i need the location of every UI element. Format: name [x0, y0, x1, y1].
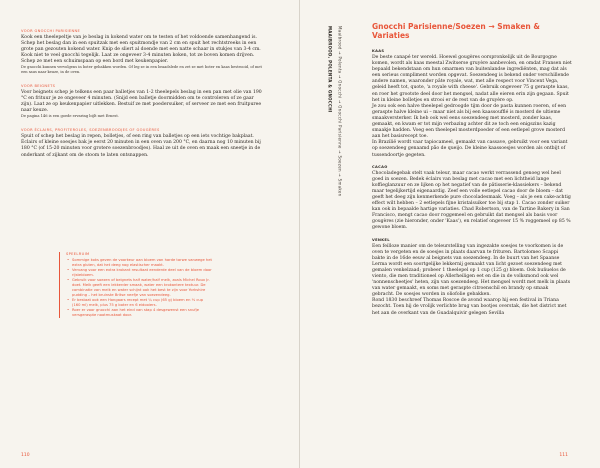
speelruim-item: • Roer er voor gnocchi aan het eind van stap 4 desgewenst een snufje versgeraspte nootmuskaat door.	[72, 308, 212, 318]
left-column	[21, 29, 265, 168]
section-gnocchi-parisienne	[21, 29, 265, 75]
speelruim-item: • Er bestaat ook een Hongaars recept met ¼ cup (65 g) bloem en ⅓ cup (160 ml) melk, plus 75 g boter en 6 eidooiers.	[72, 298, 212, 308]
page-number-right: 111	[559, 453, 568, 458]
section-beignets	[21, 84, 265, 119]
section-body: Kook een theelepeltje van je beslag in kokend water om te testen of het voldoende samenhangend is. Schep het beslag dan in een spuitzak met een spuitmondje van 2 cm en spuit het rechtstreeks in een grote pan gezouten kokend water. Knip de sliert al doende met een natte schaar in stukjes van 3-4 cm. Kook niet te veel gnocchi tegelijk. Laat ze ongeveer 3-4 minuten koken, tot ze boven komen drijven. Schep ze met een schuimspaan op een bord met keukenpapier.	[21, 35, 261, 65]
section-heading: KAAS	[372, 49, 385, 53]
section-note: De pagina 146 is een goede ervaring bijlt met Ernest.	[21, 114, 119, 119]
section-heading: CACAO	[372, 164, 388, 169]
page-title: Gnocchi Parisienne/Soezen → Smaken & Variaties	[372, 22, 540, 40]
page-number-left: 110	[21, 453, 30, 458]
section-heading: VOOR ÉCLAIRS, PROFITEROLES, SOEZENBROODJES OF GOUGÈRES	[21, 128, 160, 133]
speelruim-list	[66, 258, 212, 318]
section-venkel	[372, 238, 572, 317]
running-header-chapter-text: MAAIBROOD, POLENTA & GNOCCHI	[327, 26, 333, 113]
section-cacao	[372, 165, 572, 232]
section-body: Spuit of schep het beslag in repen, bolletjes, of een ring van balletjes op een iets vochtige bakplaat. Éclairs of kleine soesjes bak je eerst 20 minuten in een oven van 200 °C, en daarna nog 10 minuten bij 180 °C (of 15-20 minuten voor grotere soezenbroodjes). Haal ze uit de oven en maak een sneetje in de onderkant of zijkant om de stoom te laten ontsnappen.	[21, 134, 261, 158]
section-body-extra: Rond 1830 beschreef Thomas Roscoe de avond waarop hij een festival in Triana bezocht. Toen hij de vrolijk verlichte brug van bootjes overstak, die het district met het aan de overkant van de Guadalquivir gelegen Sevilla	[372, 298, 567, 316]
right-column	[372, 22, 572, 323]
speelruim-title: SPEELRUIM	[66, 252, 90, 256]
speelruim-item: • Gebruik voor soezen of beignets half water/half melk, zoals Michel Roux Jr. doet. Melk geeft een lekkerder smaak, water een krokantere textuur. De combinatie van melk en water schijnt ook het best te zijn voor Yorkshire pudding – het bruinste Britse neefje van soezendeeg.	[72, 278, 212, 298]
section-body: De beste canapé ter wereld. Hoewel gougères oorspronkelijk uit de Bourgogne komen, wordt als kaas meestal Zwitserse gruyère aanbevolen, en omdat Fransen niet bepaald bekendstaan om hun omarmen van buitenlandse ingrediënten, mag dat als een serieus compliment worden opgevat. Soezendeeg is bekend onder verschillende andere namen, waaronder pâte royale, wat, met alle respect voor Vincent Vega, geleid heeft tot, quote, 'a royale with cheese'. Gebruik ongeveer 75 g geraspte kaas, en roer het grootste deel door het mengsel, nadat alle eieren erin zijn gegaan. Spuit het in kleine bolletjes en strooi er de rest van de gruyère op.	[372, 55, 572, 103]
speelruim-item: • Sommige koks geven de voorkeur aan bloem van harde tarwe vanwege het extra gluten, dat het deeg nog elastischer maakt.	[72, 258, 212, 268]
right-page	[300, 0, 600, 468]
running-header-path	[334, 0, 346, 468]
section-body: Een feilloze manier om de teleurstelling van ingezakte soesjes te voorkomen is de oven te vergeten en de soesjes in plaats daarvan te frituren. Bartolomeo Scappi bakte in de 16de eeuw al beignets van soezendeeg. In de buurt van het Spaanse Lerma wordt een soortgelijke lekkernij gemaakt van licht gezoet soezendeeg met gemalen venkelzaad; probeer 1 theelepel op 1 cup (125 g) bloem. Ook buñuelos de viento, die men traditioneel op Allerheiligen eet en die in de volksmond ook wel 'nonnenscheetjes' heten, zijn van soezendeeg. Het mengsel wordt met melk in plaats van water gemaakt, en soms met geraspte citroenschil en brandy op smaak gebracht. De soesjes worden in oliofolie gebakken.	[372, 243, 571, 298]
section-body: Voor beignets schep je telkens een paar balletjes van 1-2 theelepels beslag in een pan met olie van 190 °C en frituur je ze ongeveer 4 minuten. (Snijd een balletje doormidden om te controleren of ze gaar zijn). Laat ze op keukenpapier uitlekken. Bestuif ze met poedersuiker, of serveer ze met een fruitpuree naar keuze.	[21, 90, 262, 114]
section-body-extra: Je zou ook een halve theelepel gedroogde tijm door de pasta kunnen roeren, of een geraspte halve kleine ui – maar niet als bij een kaassoufflé is mosterd de ultieme smaakversterker. Ik heb ook wel eens soezendeeg met mosterd, zonder kaas, gemaakt, en kwam er tot mijn verbazing achter dit ze toch een enigszins kazig smaakje hadden. Voeg een theelepel mosterdpoeder of een eetlepel grove mosterd aan het basisrecept toe.	[372, 103, 567, 140]
section-eclairs	[21, 128, 265, 158]
speelruim-item: • Vervang voor een extra krokant resultaat eenderde deel van de bloem door rijstebloem.	[72, 268, 212, 278]
section-note: De gnocchi kunnen vervolgens in boter gebakken worden. Of leg ze in een braadslede en zet ze met boter en kaas bestrooid, of met een saus naar keuze, in de oven.	[21, 65, 262, 75]
section-heading: VENKEL	[372, 237, 390, 242]
speelruim-box	[59, 252, 212, 318]
running-header-path-text: Maaibrood → Polenta → Gnocchi → Gnocchi Parisienne → Soezen → Smaken	[337, 26, 343, 197]
section-body-extra2: In Brazilië wordt vaar tapiocameel, gemaakt van cassave, gebruikt voor een variant op soezendeeg genaamd pão de queijo. De kleine kaassoesjes worden als ontbijt of tussendoortje gegeten.	[372, 140, 568, 158]
section-body: Chocoladegebak stelt vaak teleur, maar cacao werkt verrassend genoeg wel heel goed in soezen. Bedek éclairs van beslag met cacao met een lichtheid lange koffieglanzuur en ze lijken op het negatief van de pâtisserie-klassiekers – bekend maar tegelijkertijd eigenaardig. Zeef een volle eetlepel cacao door de bloem – dat geeft het deeg zijn kenmerkende pure chocoladesmaak. Voeg – als je een cake-achtig effect wilt hebben – 2 eetlepels fijne kristalsuiker toe bij stap 1. Cacao zonder suiker kan ook in bepaalde hartige variaties. Chad Robertson, van de Tartine Bakery in San Francisco, mengt cacao door roggemeel en gebruikt dat mengsel als basis voor gougères (zie hieronder, onder 'Kaas'), en relatief ongeveer 15 % roggemeel op 85 % gewone bloem.	[372, 170, 571, 231]
section-kaas	[372, 49, 572, 159]
section-heading: VOOR BEIGNETS	[21, 84, 56, 89]
section-heading: VOOR GNOCCHI PARISIENNE	[21, 29, 81, 33]
